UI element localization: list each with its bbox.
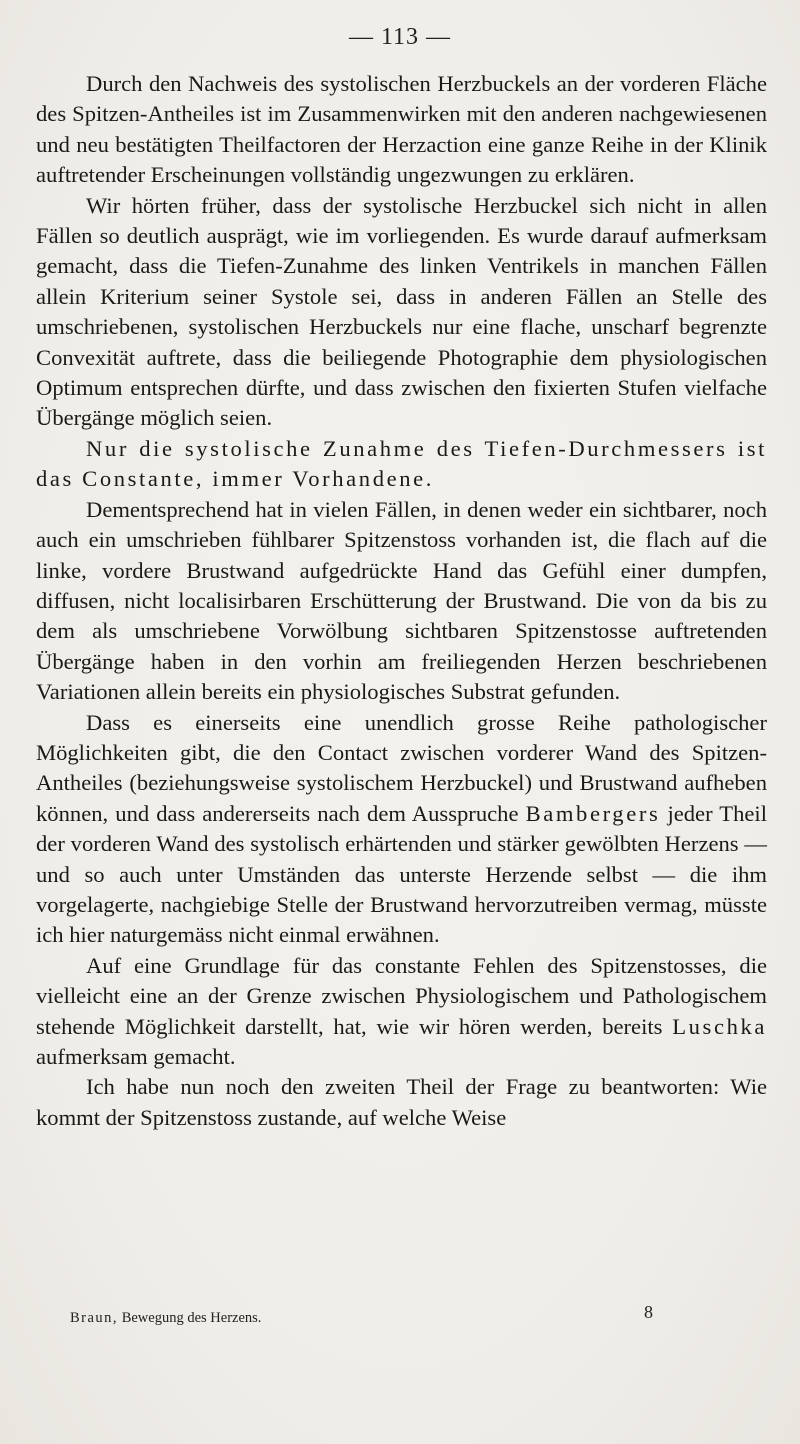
paragraph-6-text-b: aufmerksam gemacht. xyxy=(36,1044,236,1069)
author-name-luschka: Luschka xyxy=(672,1013,767,1039)
signature-mark: 8 xyxy=(644,1302,653,1322)
page-number: — 113 — xyxy=(348,24,452,50)
paragraph-5-text-b: jeder Theil der vorderen Wand des systolisch erhärtenden und stärker gewölbten Herzens — und so auch unter Umständen das unterste Herzende selbst — die ihm vorgelagerte, nachgiebige Stelle der Brustwand hervorzutreiben vermag, müsste ich hier naturgemäss nicht einmal erwähnen. xyxy=(36,800,767,948)
footer-title: Bewegung des Herzens. xyxy=(121,1310,262,1326)
paragraph-1: Durch den Nachweis des systolischen Herzbuckels an der vorderen Fläche des Spitzen-Antheiles ist im Zusammenwirken mit den anderen nachgewiesenen und neu bestätigten Theilfactoren der Herzaction eine ganze Reihe in der Klinik auftretender Erscheinungen vollständig ungezwungen zu erklären. xyxy=(36,71,767,188)
paragraph-4: Dementsprechend hat in vielen Fällen, in denen weder ein sichtbarer, noch auch ein umschrieben fühlbarer Spitzenstoss vorhanden ist, die flach auf die linke, vordere Brustwand aufgedrückte Hand das Gefühl einer dumpfen, diffusen, nicht localisirbaren Erschütterung der Brustwand. Die von da bis zu dem als umschriebene Vorwölbung sichtbaren Spitzenstosse auftretenden Übergänge haben in den vorhin am freiliegenden Herzen beschriebenen Variationen allein bereits ein physiologisches Substrat gefunden. xyxy=(36,496,767,705)
paragraph-6 xyxy=(36,951,767,1073)
body-text xyxy=(36,69,767,1133)
running-footer xyxy=(70,1310,710,1327)
footer-author: Braun, xyxy=(70,1310,119,1326)
paragraph-7: Ich habe nun noch den zweiten Theil der Frage zu beantworten: Wie kommt der Spitzenstoss zustande, auf welche Weise xyxy=(36,1074,767,1130)
paragraph-3-emphasized: Nur die systolische Zunahme des Tiefen-Durchmessers ist das Constante, immer Vorhandene. xyxy=(36,435,767,492)
paragraph-6-text-a: Auf eine Grundlage für das constante Fehlen des Spitzenstosses, die vielleicht eine an der Grenze zwischen Physiologischem und Pathologischem stehende Möglichkeit darstellt, hat, wie wir hören werden, bereits xyxy=(36,952,767,1039)
paragraph-5-text-a: Dass es einerseits eine unendlich grosse Reihe pathologischer Möglichkeiten gibt, die den Contact zwischen vorderer Wand des Spitzen-Antheiles (beziehungsweise systolischem Herzbuckel) und Brustwand aufheben können, und dass andererseits nach dem Ausspruche xyxy=(36,709,767,826)
paragraph-2: Wir hörten früher, dass der systolische Herzbuckel sich nicht in allen Fällen so deutlich ausprägt, wie im vorliegenden. Es wurde darauf aufmerksam gemacht, dass die Tiefen-Zunahme des linken Ventrikels in manchen Fällen allein Kriterium seiner Systole sei, dass in anderen Fällen an Stelle des umschriebenen, systolischen Herzbuckels nur eine flache, unscharf begrenzte Convexität auftrete, dass die beiliegende Photographie dem physiologischen Optimum entsprechen dürfte, und dass zwischen den fixierten Stufen vielfache Übergänge möglich seien. xyxy=(36,192,767,431)
author-name-bamberger: Bambergers xyxy=(525,800,661,826)
paragraph-5 xyxy=(36,708,767,951)
